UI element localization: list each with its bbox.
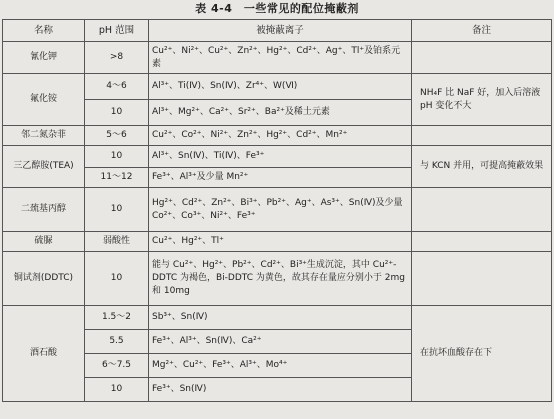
masked-ions: Al³⁺、Sn(Ⅳ)、Ti(Ⅳ)、Fe³⁺ — [149, 146, 412, 168]
table-row — [3, 42, 552, 74]
agent-name: 铜试剂(DDTC) — [3, 252, 85, 306]
masked-ions: Cu²⁺、Ni²⁺、Cu²⁺、Zn²⁺、Hg²⁺、Cd²⁺、Ag⁺、Tl⁺及铂系元素 — [149, 42, 412, 74]
agent-name: 邻二氮杂菲 — [3, 126, 85, 146]
ph-range: 5～6 — [85, 126, 149, 146]
masked-ions: Hg²⁺、Cd²⁺、Zn²⁺、Bi³⁺、Pb²⁺、Ag⁺、As³⁺、Sn(Ⅳ)及少量 Co²⁺、Co³⁺、Ni²⁺、Fe³⁺ — [149, 188, 412, 232]
masked-ions: Mg²⁺、Cu²⁺、Fe³⁺、Al³⁺、Mo⁴⁺ — [149, 354, 412, 378]
masked-ions: Cu²⁺、Hg²⁺、Tl⁺ — [149, 232, 412, 252]
masked-ions: Fe³⁺、Sn(Ⅳ) — [149, 378, 412, 402]
agent-name: 氰化钾 — [3, 42, 85, 74]
ph-range: 6～7.5 — [85, 354, 149, 378]
masked-ions: Al³⁺、Ti(Ⅳ)、Sn(Ⅳ)、Zr⁴⁺、W(Ⅵ) — [149, 74, 412, 100]
table-row — [3, 146, 552, 168]
note — [412, 126, 552, 146]
ph-range: 10 — [85, 252, 149, 306]
masked-ions: 能与 Cu²⁺、Hg²⁺、Pb²⁺、Cd²⁺、Bi³⁺生成沉淀，其中 Cu²⁺-DDTC 为褐色，Bi-DDTC 为黄色，故其存在量应分别小于 2mg 和 10mg — [149, 252, 412, 306]
agent-name: 氟化铵 — [3, 74, 85, 126]
masked-ions: Sb³⁺、Sn(Ⅳ) — [149, 306, 412, 330]
note — [412, 232, 552, 252]
header-note: 备注 — [412, 20, 552, 42]
ph-range: 10 — [85, 188, 149, 232]
ph-range: 11～12 — [85, 168, 149, 188]
table-row — [3, 232, 552, 252]
masked-ions: Fe³⁺、Al³⁺、Sn(Ⅳ)、Ca²⁺ — [149, 330, 412, 354]
ph-range: 10 — [85, 146, 149, 168]
ph-range: 10 — [85, 378, 149, 402]
note: 与 KCN 并用，可提高掩蔽效果 — [412, 146, 552, 188]
table-row — [3, 74, 552, 100]
ph-range: 5.5 — [85, 330, 149, 354]
ph-range: >8 — [85, 42, 149, 74]
table-row — [3, 252, 552, 306]
agent-name: 酒石酸 — [3, 306, 85, 402]
masked-ions: Al³⁺、Mg²⁺、Ca²⁺、Sr²⁺、Ba²⁺及稀土元素 — [149, 100, 412, 126]
ph-range: 4～6 — [85, 74, 149, 100]
note — [412, 42, 552, 74]
header-name: 名称 — [3, 20, 85, 42]
header-ph: pH 范围 — [85, 20, 149, 42]
masked-ions: Cu²⁺、Co²⁺、Ni²⁺、Zn²⁺、Hg²⁺、Cd²⁺、Mn²⁺ — [149, 126, 412, 146]
note: 在抗坏血酸存在下 — [412, 306, 552, 402]
ph-range: 1.5～2 — [85, 306, 149, 330]
agent-name: 硫脲 — [3, 232, 85, 252]
table-title: 表 4-4 一些常见的配位掩蔽剂 — [195, 2, 359, 15]
masked-ions: Fe³⁺、Al³⁺及少量 Mn²⁺ — [149, 168, 412, 188]
agent-name: 二巯基丙醇 — [3, 188, 85, 232]
note: NH₄F 比 NaF 好，加入后溶液 pH 变化不大 — [412, 74, 552, 126]
header-ions: 被掩蔽离子 — [149, 20, 412, 42]
note — [412, 188, 552, 232]
table-row — [3, 126, 552, 146]
header-row — [3, 20, 552, 42]
table-row — [3, 306, 552, 330]
ph-range: 弱酸性 — [85, 232, 149, 252]
note — [412, 252, 552, 306]
agent-name: 三乙醇胺(TEA) — [3, 146, 85, 188]
table-row — [3, 188, 552, 232]
ph-range: 10 — [85, 100, 149, 126]
masking-agents-table — [2, 19, 552, 402]
